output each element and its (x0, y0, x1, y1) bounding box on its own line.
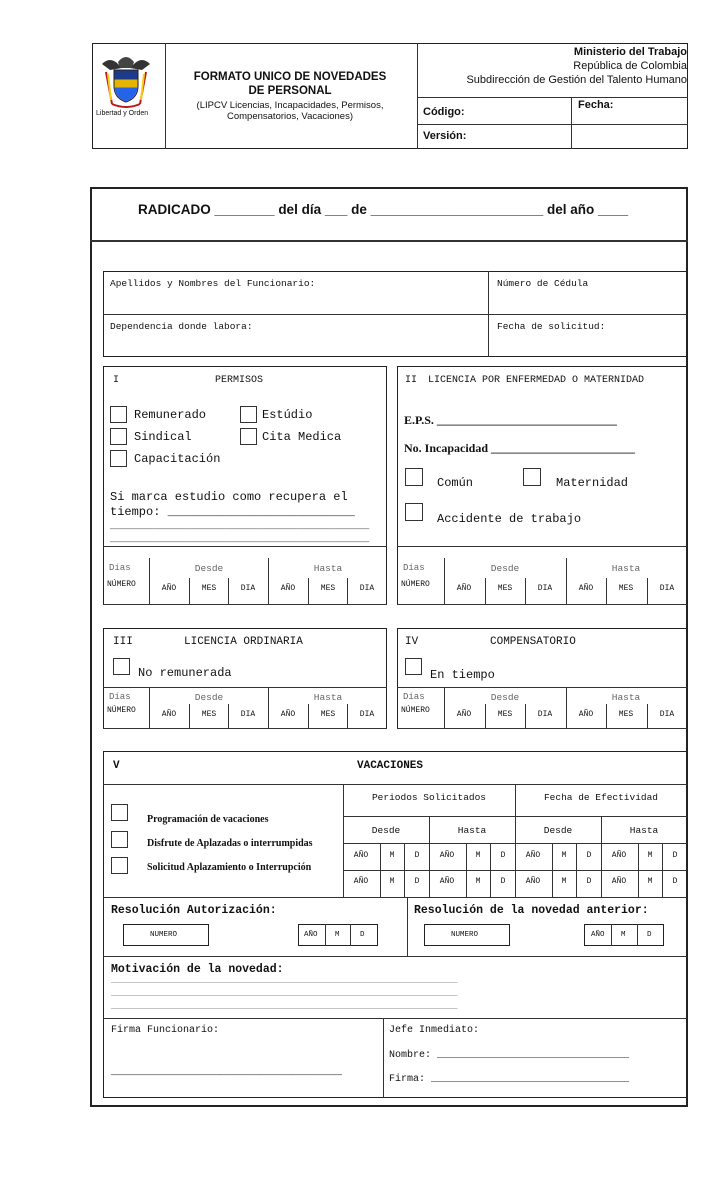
resolucion-anterior-label: Resolución de la novedad anterior: (414, 904, 649, 917)
date-col-mes[interactable]: MES (201, 584, 217, 593)
motivacion-line[interactable]: _____________________________________________________________________________ (111, 977, 458, 985)
licencia-ordinaria-title: LICENCIA ORDINARIA (184, 636, 303, 648)
study-question-line[interactable]: tiempo: __________________________ (110, 505, 355, 519)
comun-checkbox[interactable] (405, 468, 423, 486)
form-subtitle-line2: Compensatorios, Vacaciones) (226, 111, 354, 122)
hasta-header: Hasta (457, 825, 487, 836)
jefe-nombre-field[interactable]: Nombre: ________________________________ (389, 1050, 630, 1061)
estudio-checkbox[interactable] (240, 406, 257, 423)
date-col-ano[interactable]: AÑO (456, 584, 472, 593)
subdirection-name: Subdirección de Gestión del Talento Humano (466, 74, 687, 86)
licencia-enfermedad-title: LICENCIA POR ENFERMEDAD O MATERNIDAD (428, 375, 645, 386)
programacion-label: Programación de vacaciones (147, 814, 269, 825)
date-label: Fecha: (578, 99, 614, 111)
remunerado-label: Remunerado (134, 408, 207, 422)
vac-cell-d[interactable]: D (586, 851, 592, 860)
compensatorio-dates-table (397, 687, 687, 729)
maternidad-label: Maternidad (556, 476, 629, 490)
licencia-enfermedad-dates-table (397, 558, 687, 605)
disfrute-checkbox[interactable] (111, 831, 128, 848)
maternidad-checkbox[interactable] (523, 468, 541, 486)
capacitacion-label: Capacitación (134, 452, 221, 466)
jefe-inmediato-label: Jefe Inmediato: (389, 1025, 480, 1036)
date-col-ano[interactable]: AÑO (280, 710, 296, 719)
hasta-label: Hasta (611, 692, 641, 703)
request-date-field[interactable]: Fecha de solicitud: (497, 321, 606, 332)
dias-label: Días (109, 692, 131, 702)
vac-cell-m[interactable]: M (647, 877, 653, 886)
firma-funcionario-line[interactable]: ___________________________________ (111, 1066, 343, 1078)
date-col-mes[interactable]: MES (201, 710, 217, 719)
licencia-ordinaria-number: III (113, 636, 133, 648)
disfrute-label: Disfrute de Aplazadas o interrumpidas (147, 838, 313, 849)
resolucion-numero-label: NUMERO (150, 931, 178, 939)
vac-cell-m[interactable]: M (647, 851, 653, 860)
dias-label: Días (109, 563, 131, 573)
vac-cell-d[interactable]: D (500, 877, 506, 886)
sindical-label: Sindical (134, 430, 192, 444)
accidente-label: Accidente de trabajo (437, 512, 582, 526)
vacaciones-number: V (113, 760, 120, 772)
date-col-ano[interactable]: AÑO (161, 584, 177, 593)
desde-header: Desde (371, 825, 401, 836)
jefe-firma-field[interactable]: Firma: _________________________________ (389, 1074, 630, 1085)
vac-cell-ano[interactable]: AÑO (353, 851, 369, 860)
efectividad-header: Fecha de Efectividad (543, 792, 659, 803)
vac-cell-d[interactable]: D (414, 877, 420, 886)
date-col-mes[interactable]: MES (320, 710, 336, 719)
vac-cell-ano[interactable]: AÑO (439, 877, 455, 886)
en-tiempo-label: En tiempo (430, 668, 495, 682)
firma-funcionario-label: Firma Funcionario: (111, 1025, 220, 1036)
vac-cell-ano[interactable]: AÑO (525, 851, 541, 860)
hasta-label: Hasta (313, 692, 343, 703)
date-col-mes[interactable]: MES (618, 584, 634, 593)
date-col-mes[interactable]: MES (618, 710, 634, 719)
vac-cell-d[interactable]: D (414, 851, 420, 860)
ministry-name: Ministerio del Trabajo (573, 46, 687, 58)
programacion-checkbox[interactable] (111, 804, 128, 821)
dias-label: Días (403, 692, 425, 702)
date-col-ano[interactable]: AÑO (578, 584, 594, 593)
vac-cell-d[interactable]: D (672, 877, 678, 886)
motivacion-line[interactable]: _____________________________________________________________________________ (111, 1003, 458, 1011)
numero-label: NÚMERO (401, 580, 430, 589)
study-blank-line[interactable]: ____________________________________ (110, 531, 370, 545)
vacaciones-title: VACACIONES (357, 760, 424, 772)
code-label: Código: (423, 106, 465, 118)
version-label: Versión: (423, 130, 467, 142)
en-tiempo-checkbox[interactable] (405, 658, 422, 675)
date-col-ano[interactable]: AÑO (280, 584, 296, 593)
remunerado-checkbox[interactable] (110, 406, 127, 423)
permisos-title: PERMISOS (215, 375, 264, 386)
date-col-ano[interactable]: AÑO (161, 710, 177, 719)
date-col-ano[interactable]: AÑO (456, 710, 472, 719)
permisos-dates-table (103, 558, 387, 605)
resolucion-m: M (335, 931, 340, 939)
numero-label: NÚMERO (107, 580, 136, 589)
vac-cell-m[interactable]: M (475, 851, 481, 860)
resolucion-numero-label: NUMERO (451, 931, 479, 939)
periodos-header: Periodos Solicitados (371, 792, 487, 803)
no-remunerada-label: No remunerada (138, 666, 232, 680)
vac-cell-ano[interactable]: AÑO (611, 851, 627, 860)
header-box (92, 43, 688, 149)
form-subtitle: (LIPCV Licencias, Incapacidades, Permisos, (196, 100, 384, 111)
date-col-dia[interactable]: DIA (659, 584, 675, 593)
date-col-dia[interactable]: DIA (240, 710, 256, 719)
vac-cell-ano[interactable]: AÑO (439, 851, 455, 860)
study-blank-line[interactable]: ____________________________________ (110, 518, 370, 532)
date-col-ano[interactable]: AÑO (578, 710, 594, 719)
no-remunerada-checkbox[interactable] (113, 658, 130, 675)
accidente-checkbox[interactable] (405, 503, 423, 521)
study-question: Si marca estudio como recupera el (110, 490, 348, 504)
eps-field[interactable]: E.P.S. ______________________________ (404, 413, 617, 427)
vac-cell-d[interactable]: D (586, 877, 592, 886)
date-col-dia[interactable]: DIA (359, 584, 375, 593)
desde-label: Desde (490, 563, 520, 574)
capacitacion-checkbox[interactable] (110, 450, 127, 467)
numero-label: NÚMERO (107, 706, 136, 715)
resolucion-autorizacion-label: Resolución Autorización: (111, 904, 277, 917)
date-col-dia[interactable]: DIA (659, 710, 675, 719)
desde-label: Desde (490, 692, 520, 703)
vac-cell-ano[interactable]: AÑO (353, 877, 369, 886)
logo-caption: Libertad y Orden (96, 110, 149, 117)
aplazamiento-checkbox[interactable] (111, 857, 128, 874)
date-col-mes[interactable]: MES (320, 584, 336, 593)
dias-label: Días (403, 563, 425, 573)
date-col-mes[interactable]: MES (497, 584, 513, 593)
desde-label: Desde (194, 563, 224, 574)
resolucion-ano: AÑO (591, 931, 605, 939)
resolucion-d: D (360, 931, 365, 939)
licencia-enfermedad-number: II (405, 375, 418, 386)
incapacidad-field[interactable]: No. Incapacidad ________________________ (404, 441, 636, 455)
compensatorio-number: IV (405, 636, 419, 648)
date-col-dia[interactable]: DIA (359, 710, 375, 719)
radicado-line: RADICADO ________ del día ___ de _______________________ del año ____ (138, 202, 629, 217)
dependency-field[interactable]: Dependencia donde labora: (110, 321, 253, 332)
form-title: FORMATO UNICO DE NOVEDADES (193, 71, 387, 83)
motivacion-line[interactable]: _____________________________________________________________________________ (111, 990, 458, 998)
cita-medica-label: Cita Medica (262, 430, 342, 444)
employee-id-field[interactable]: Número de Cédula (497, 278, 589, 289)
date-col-dia[interactable]: DIA (537, 584, 553, 593)
resolucion-d: D (647, 931, 652, 939)
comun-label: Común (437, 476, 474, 490)
date-col-dia[interactable]: DIA (537, 710, 553, 719)
compensatorio-title: COMPENSATORIO (490, 636, 576, 648)
vac-cell-d[interactable]: D (672, 851, 678, 860)
resolucion-m: M (621, 931, 626, 939)
vac-cell-m[interactable]: M (389, 877, 395, 886)
vac-cell-m[interactable]: M (561, 851, 567, 860)
numero-label: NÚMERO (401, 706, 430, 715)
vac-cell-ano[interactable]: AÑO (525, 877, 541, 886)
vac-cell-m[interactable]: M (475, 877, 481, 886)
hasta-label: Hasta (611, 563, 641, 574)
cita-medica-checkbox[interactable] (240, 428, 257, 445)
licencia-ordinaria-dates-table (103, 687, 387, 729)
sindical-checkbox[interactable] (110, 428, 127, 445)
desde-label: Desde (194, 692, 224, 703)
motivacion-label: Motivación de la novedad: (111, 963, 284, 976)
hasta-label: Hasta (313, 563, 343, 574)
vac-cell-m[interactable]: M (561, 877, 567, 886)
permisos-number: I (113, 375, 120, 386)
date-col-dia[interactable]: DIA (240, 584, 256, 593)
desde-header: Desde (543, 825, 573, 836)
hasta-header: Hasta (629, 825, 659, 836)
estudio-label: Estúdio (262, 408, 313, 422)
aplazamiento-label: Solicitud Aplazamiento o Interrupción (147, 862, 312, 873)
vac-cell-d[interactable]: D (500, 851, 506, 860)
date-col-mes[interactable]: MES (497, 710, 513, 719)
republic-name: República de Colombia (573, 60, 687, 72)
coat-of-arms-logo (96, 50, 156, 112)
resolucion-ano: AÑO (304, 931, 318, 939)
vac-cell-ano[interactable]: AÑO (611, 877, 627, 886)
vac-cell-m[interactable]: M (389, 851, 395, 860)
employee-name-field[interactable]: Apellidos y Nombres del Funcionario: (110, 278, 316, 289)
form-title-line2: DE PERSONAL (248, 85, 332, 97)
